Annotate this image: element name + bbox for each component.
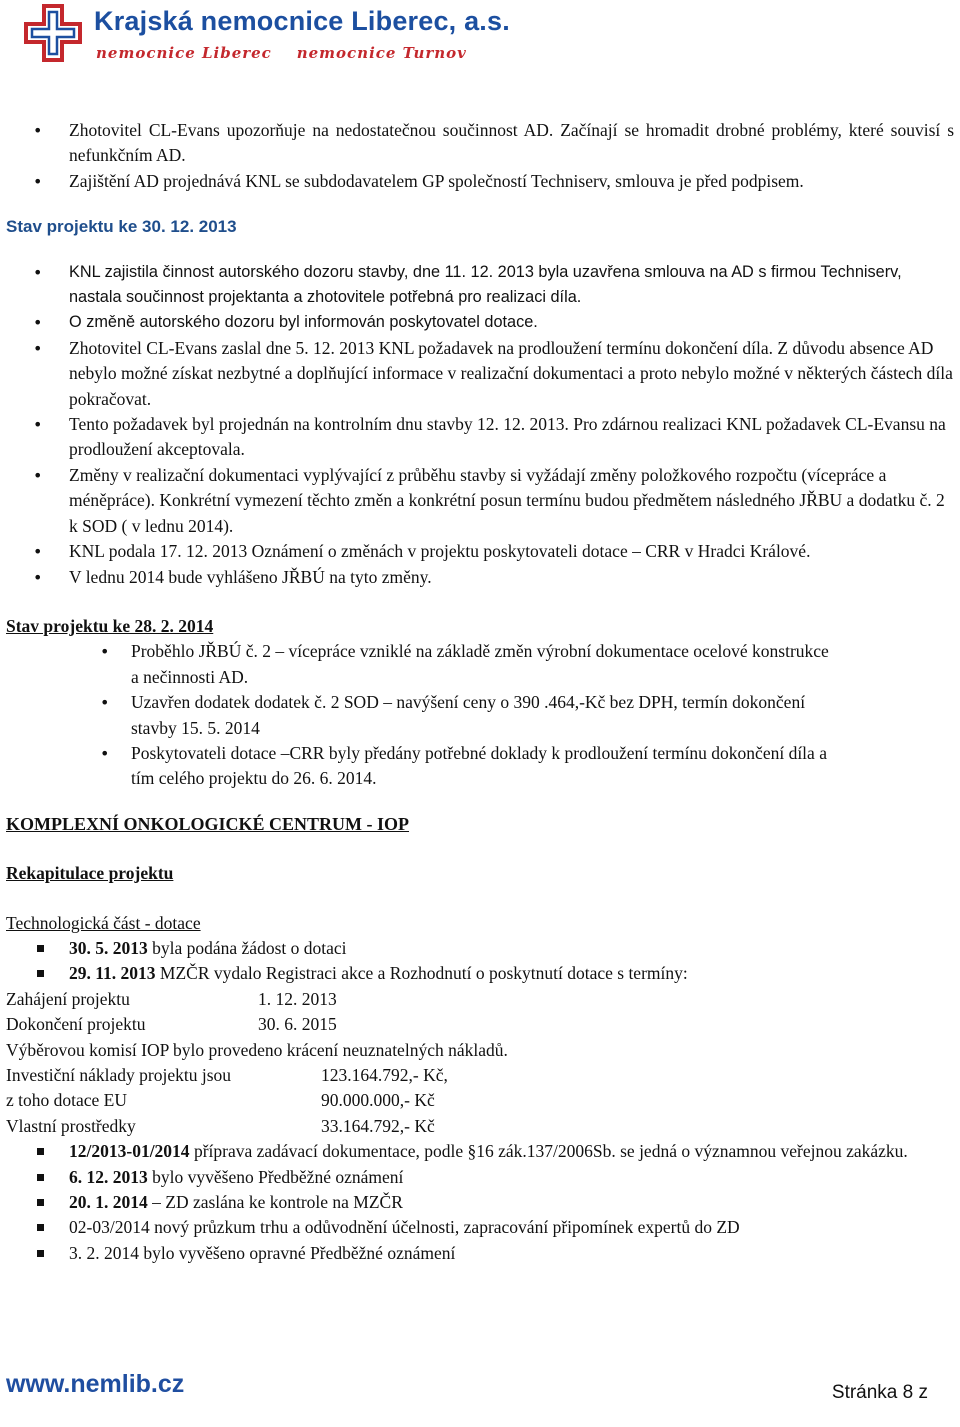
- date-row: [6, 1012, 954, 1037]
- section-title-stav-2014: Stav projektu ke 28. 2. 2014: [6, 615, 214, 636]
- date-value: 1. 12. 2013: [258, 988, 337, 1009]
- kok-title: KOMPLEXNÍ ONKOLOGICKÉ CENTRUM - IOP: [6, 813, 410, 834]
- cost-value: 123.164.792,- Kč,: [321, 1065, 448, 1085]
- org-sub-turnov: nemocnice Turnov: [296, 44, 467, 62]
- list-item: • Tento požadavek byl projednán na kontrolním dnu stavby 12. 12. 2013. Pro zdárnou realizaci KNL požadavek CL-Evansu na prodloužení akceptovala.: [6, 412, 954, 463]
- list-item: • Zhotovitel CL-Evans upozorňuje na nedostatečnou součinnost AD. Začínají se hromadit drobné problémy, které souvisí s nefunkčním AD.: [6, 118, 954, 169]
- list-item: • Uzavřen dodatek dodatek č. 2 SOD – navýšení ceny o 390 .464,-Kč bez DPH, termín dokončení stavby 15. 5. 2014: [6, 690, 836, 741]
- cost-row: [6, 1088, 954, 1113]
- page-footer: [0, 1370, 960, 1427]
- cost-label: Investiční náklady projektu jsou: [6, 1065, 232, 1085]
- cost-note: Výběrovou komisí IOP bylo provedeno krácení neuznatelných nákladů.: [6, 1039, 508, 1060]
- cost-row: [6, 1063, 954, 1088]
- item-date: 12/2013-01/2014: [69, 1141, 190, 1162]
- section2-list: [6, 639, 836, 791]
- page-header: [0, 0, 960, 70]
- date-value: 30. 6. 2015: [258, 1014, 337, 1035]
- list-item: [6, 1139, 954, 1164]
- date-label: Dokončení projektu: [6, 1014, 146, 1035]
- cost-label: z toho dotace EU: [6, 1090, 127, 1111]
- page-number: Stránka 8 z: [831, 1382, 928, 1403]
- cost-value: 90.000.000,- Kč: [321, 1090, 435, 1111]
- org-subtitle: [96, 44, 467, 62]
- list-item: • KNL podala 17. 12. 2013 Oznámení o změnách v projektu poskytovateli dotace – CRR v Hradci Králové.: [6, 539, 954, 564]
- item-text: příprava zadávací dokumentace, podle §16 zák.137/2006Sb. se jedná o významnou veřejnou zakázku.: [189, 1141, 908, 1162]
- org-sub-liberec: nemocnice Liberec: [96, 44, 272, 62]
- list-item: [6, 1190, 954, 1215]
- item-text: byla podána žádost o dotaci: [147, 937, 347, 958]
- date-row: [6, 987, 954, 1012]
- date-label: Zahájení projektu: [6, 988, 130, 1009]
- list-item: • Proběhlo JŘBÚ č. 2 – vícepráce vzniklé na základě změn výrobní dokumentace ocelové konstrukce a nečinnosti AD.: [6, 639, 836, 690]
- item-date: 20. 1. 2014: [69, 1192, 148, 1213]
- red-cross-logo-icon: [24, 4, 82, 62]
- item-text: MZČR vydalo Registraci akce a Rozhodnutí o poskytnutí dotace s termíny:: [155, 963, 688, 984]
- kok-items-bottom: [6, 1139, 954, 1266]
- list-item: • Poskytovateli dotace –CRR byly předány potřebné doklady k prodloužení termínu dokončení díla a tím celého projektu do 26. 6. 2014.: [6, 741, 836, 792]
- recap-title: Rekapitulace projektu: [6, 863, 174, 884]
- cost-row: [6, 1114, 954, 1139]
- list-item: [6, 1241, 954, 1266]
- item-text: – ZD zaslána ke kontrole na MZČR: [147, 1192, 403, 1213]
- intro-list: [6, 118, 954, 194]
- list-item: [6, 936, 954, 961]
- list-item: • Zhotovitel CL-Evans zaslal dne 5. 12. 2013 KNL požadavek na prodloužení termínu dokončení díla. Z důvodu absence AD nebylo možné získat nezbytné a doplňující informace v realizační dokumentaci a proto nebylo možné v některých částech díla pokračovat.: [6, 336, 954, 412]
- list-item: • V lednu 2014 bude vyhlášeno JŘBÚ na tyto změny.: [6, 565, 954, 590]
- section1-list: [6, 260, 954, 590]
- footer-url-link[interactable]: www.nemlib.cz: [6, 1370, 185, 1398]
- list-item: • Zajištění AD projednává KNL se subdodavatelem GP společností Techniserv, smlouva je před podpisem.: [6, 169, 954, 194]
- list-item: • O změně autorského dozoru byl informován poskytovatel dotace.: [6, 310, 954, 335]
- cost-value: 33.164.792,- Kč: [321, 1115, 435, 1136]
- section-title-stav-2013: Stav projektu ke 30. 12. 2013: [6, 217, 237, 237]
- list-item: • KNL zajistila činnost autorského dozoru stavby, dne 11. 12. 2013 byla uzavřena smlouva na AD s firmou Techniserv, nastala součinnost projektanta a zhotovitele potřebná pro realizaci díla.: [6, 260, 954, 311]
- kok-items-top: [6, 936, 954, 987]
- document-body: [6, 118, 954, 1266]
- item-date: 30. 5. 2013: [69, 937, 148, 958]
- list-item: [6, 1165, 954, 1190]
- cost-label: Vlastní prostředky: [6, 1115, 136, 1136]
- item-text: 3. 2. 2014 bylo vyvěšeno opravné Předběžné oznámení: [69, 1242, 456, 1263]
- org-name: Krajská nemocnice Liberec, a.s.: [94, 6, 510, 36]
- list-item: [6, 961, 954, 986]
- item-text: bylo vyvěšeno Předběžné oznámení: [147, 1166, 404, 1187]
- item-text: 02-03/2014 nový průzkum trhu a odůvodnění účelnosti, zapracování připomínek expertů do ZD: [69, 1217, 740, 1238]
- tech-title: Technologická část - dotace: [6, 912, 201, 933]
- list-item: • Změny v realizační dokumentaci vyplývající z průběhu stavby si vyžádají změny položkového rozpočtu (vícepráce a méněpráce). Konkrétní vymezení těchto změn a konkrétní posun termínu budou předmětem následného JŘBU a dodatku č. 2 k SOD ( v lednu 2014).: [6, 463, 954, 539]
- list-item: [6, 1215, 954, 1240]
- item-date: 6. 12. 2013: [69, 1166, 148, 1187]
- item-date: 29. 11. 2013: [69, 963, 156, 984]
